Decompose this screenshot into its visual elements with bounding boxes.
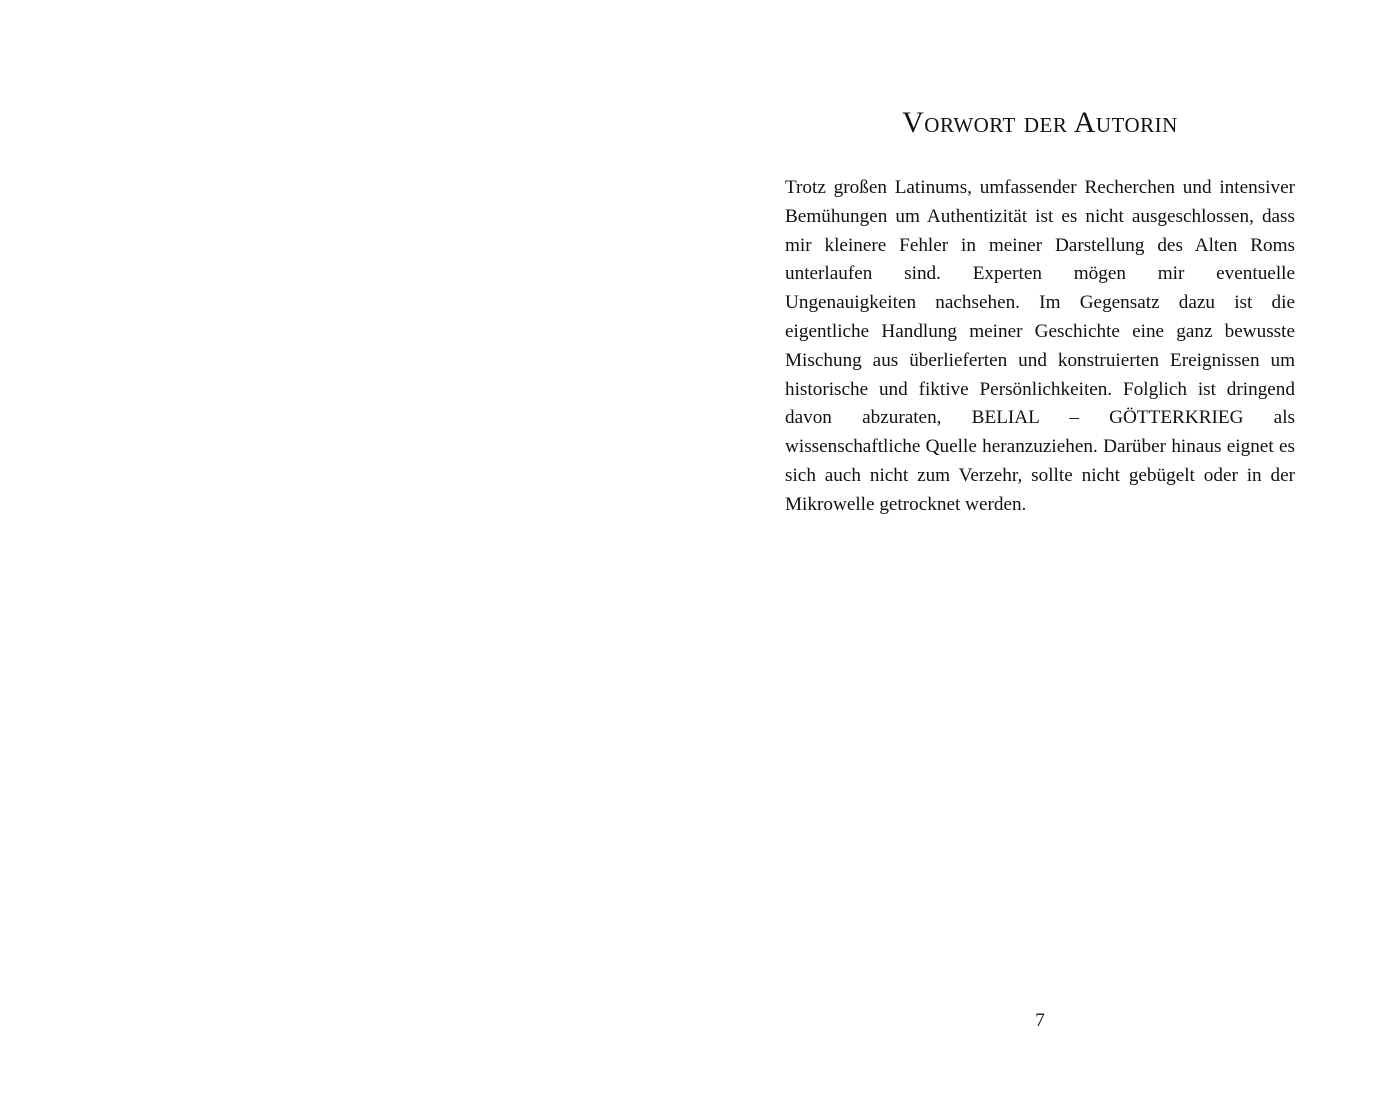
page-number: 7 — [1035, 1010, 1045, 1031]
right-page — [697, 0, 1394, 1104]
preface-paragraph: Trotz großen Latinums, umfassender Recherchen und intensiver Bemühungen um Authentizität ist es nicht ausgeschlossen, dass mir kleinere Fehler in meiner Darstellung des Alten Roms unterlaufen sind. Experten mögen mir eventuelle Ungenauigkeiten nachsehen. Im Gegensatz dazu ist die eigentliche Handlung meiner Geschichte eine ganz bewusste Mischung aus überlieferten und konstruierten Ereignissen um historische und fiktive Persönlichkeiten. Folglich ist dringend davon abzuraten, BELIAL – GÖTTERKRIEG als wissenschaftliche Quelle heranzuziehen. Darüber hinaus eignet es sich auch nicht zum Verzehr, sollte nicht gebügelt oder in der Mikrowelle getrocknet werden. — [785, 177, 1295, 515]
chapter-title: Vorwort der Autorin — [902, 106, 1178, 139]
